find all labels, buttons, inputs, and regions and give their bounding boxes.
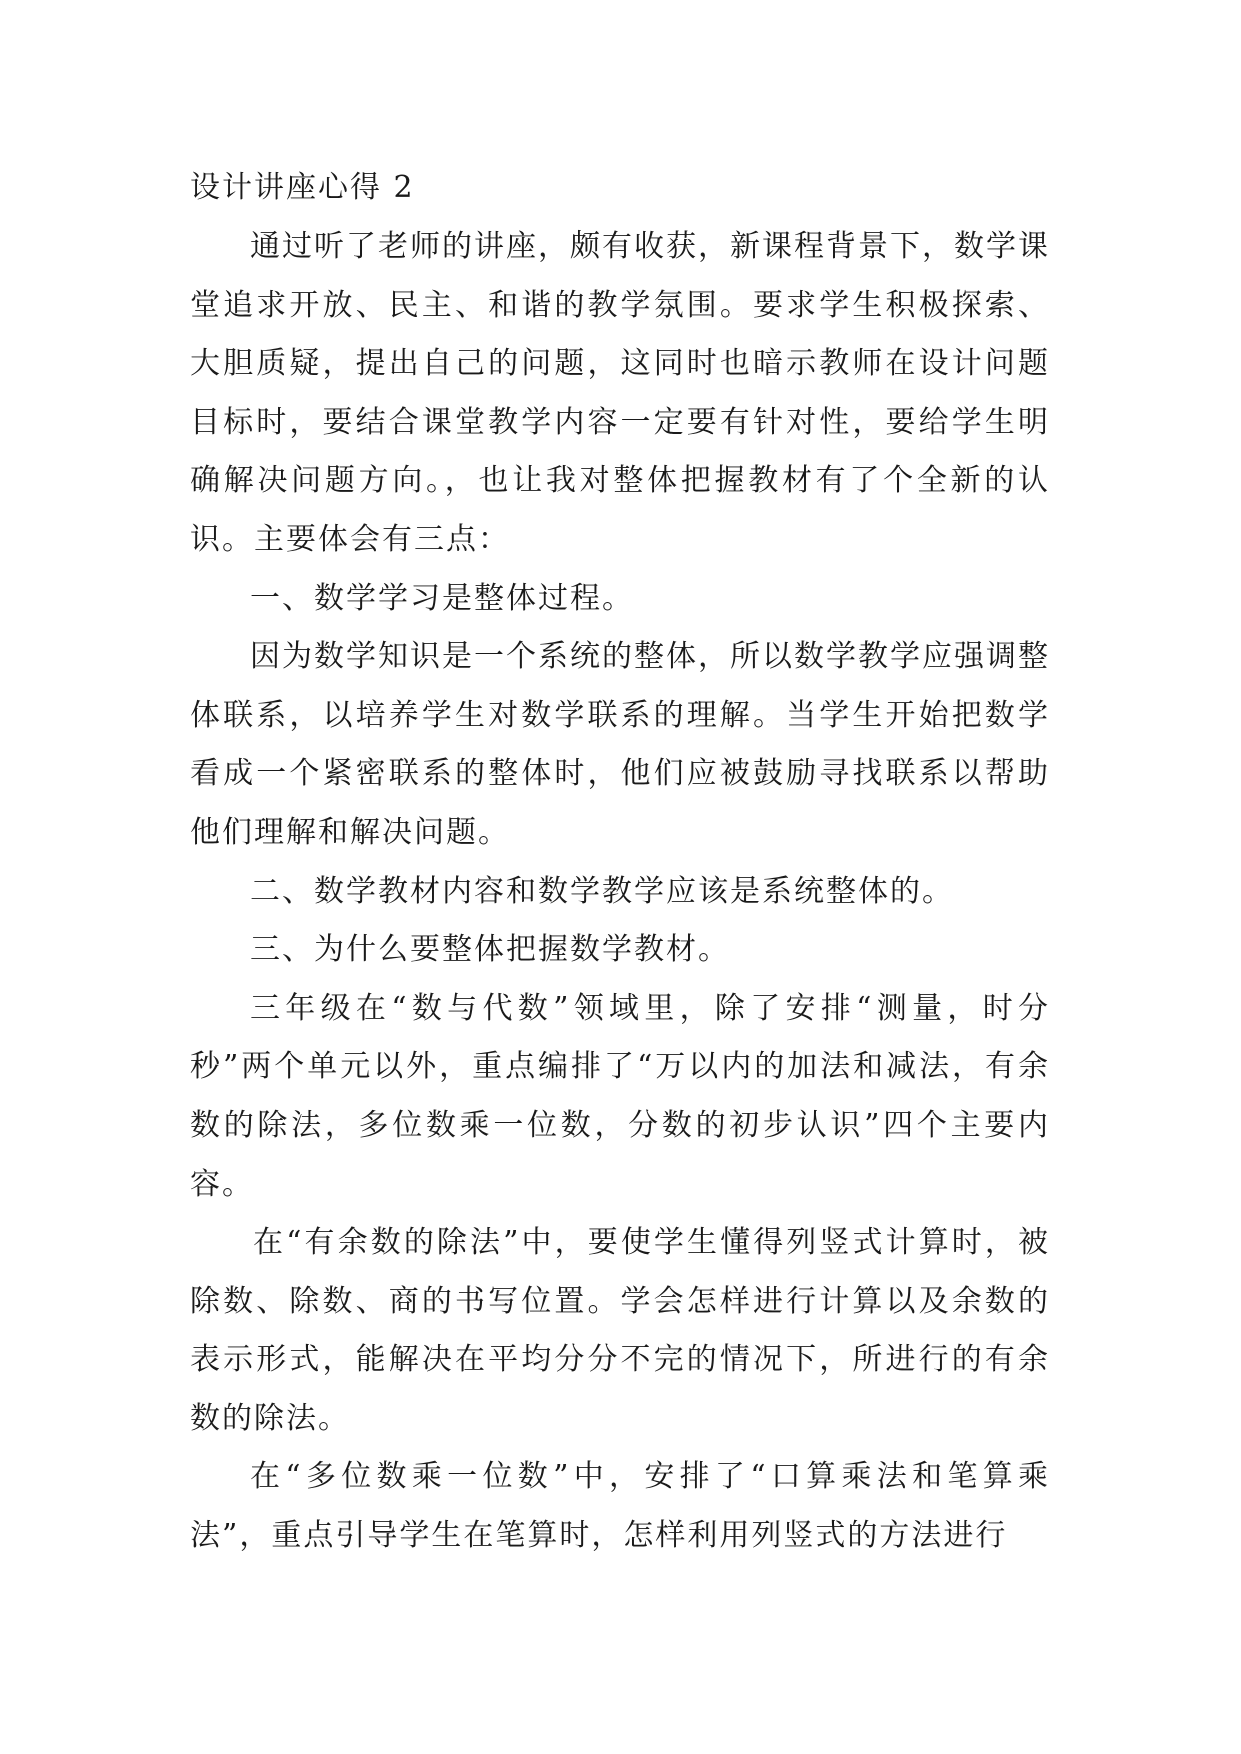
paragraph-intro: 通过听了老师的讲座，颇有收获，新课程背景下，数学课堂追求开放、民主、和谐的教学氛围。要求学生积极探索、大胆质疑，提出自己的问题，这同时也暗示教师在设计问题目标时，要结合课堂教学内容一定要有针对性，要给学生明确解决问题方向。，也让我对整体把握教材有了个全新的认识。主要体会有三点： [190, 229, 1050, 557]
paragraph-division: 在“有余数的除法”中，要使学生懂得列竖式计算时，被除数、除数、商的书写位置。学会怎样进行计算以及余数的表示形式，能解决在平均分分不完的情况下，所进行的有余数的除法。 [190, 1225, 1050, 1436]
paragraph-multiplication: 在“多位数乘一位数”中，安排了“口算乘法和笔算乘法”，重点引导学生在笔算时，怎样利用列竖式的方法进行 [190, 1459, 1050, 1554]
document-title: 设计讲座心得 2 [190, 170, 415, 205]
paragraph-point-two: 二、数学教材内容和数学教学应该是系统整体的。 [250, 873, 954, 909]
paragraph-point-one: 一、数学学习是整体过程。 [250, 580, 634, 616]
paragraph-point-one-detail: 因为数学知识是一个系统的整体，所以数学教学应强调整体联系，以培养学生对数学联系的理解。当学生开始把数学看成一个紧密联系的整体时，他们应被鼓励寻找联系以帮助他们理解和解决问题。 [190, 639, 1050, 850]
document-body [190, 158, 1050, 1566]
paragraph-grade-three: 三年级在“数与代数”领域里，除了安排“测量，时分秒”两个单元以外，重点编排了“万以内的加法和减法，有余数的除法，多位数乘一位数，分数的初步认识”四个主要内容。 [190, 990, 1050, 1202]
paragraph-point-three: 三、为什么要整体把握数学教材。 [250, 932, 730, 968]
